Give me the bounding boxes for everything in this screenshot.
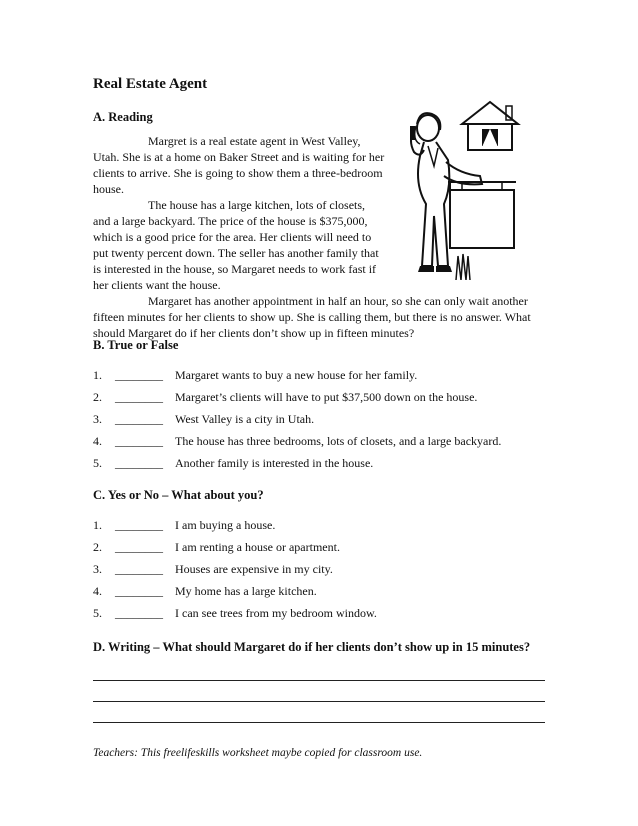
writing-line[interactable]: [93, 701, 545, 702]
item-statement: My home has a large kitchen.: [175, 584, 317, 598]
item-statement: Another family is interested in the house.: [175, 456, 374, 470]
item-number: 3.: [93, 562, 102, 576]
item-statement: I am buying a house.: [175, 518, 276, 532]
writing-line[interactable]: [93, 680, 545, 681]
reading-paragraph-3: Margaret has another appointment in half an hour, so she can only wait another fifteen minutes for her clients to show up. She is calling them, but there is no answer. What should Margaret do if her clients don’t show up in fifteen minutes?: [93, 294, 531, 340]
answer-blank[interactable]: ________: [115, 456, 163, 470]
item-number: 3.: [93, 412, 102, 426]
item-statement: The house has three bedrooms, lots of closets, and a large backyard.: [175, 434, 502, 448]
page-title: Real Estate Agent: [93, 76, 208, 92]
section-c-heading: C. Yes or No – What about you?: [93, 488, 264, 502]
item-number: 1.: [93, 518, 102, 532]
answer-blank[interactable]: ________: [115, 412, 163, 426]
item-statement: Margaret wants to buy a new house for her family.: [175, 368, 418, 382]
item-statement: I can see trees from my bedroom window.: [175, 606, 377, 620]
answer-blank[interactable]: ________: [115, 562, 163, 576]
item-statement: I am renting a house or apartment.: [175, 540, 340, 554]
answer-blank[interactable]: ________: [115, 584, 163, 598]
item-number: 4.: [93, 434, 102, 448]
reading-paragraph-2: The house has a large kitchen, lots of closets, and a large backyard. The price of the house is $375,000, which is a good price for the area. Her clients will need to put twenty percent down. The seller has another family that is interested in the house, so Margaret needs to work fast if her clients want the house.: [93, 198, 379, 292]
reading-passage: [93, 133, 553, 341]
item-statement: Margaret’s clients will have to put $37,500 down on the house.: [175, 390, 478, 404]
answer-blank[interactable]: ________: [115, 518, 163, 532]
section-d-heading: D. Writing – What should Margaret do if her clients don’t show up in 15 minutes?: [93, 640, 531, 654]
item-number: 2.: [93, 540, 102, 554]
item-number: 2.: [93, 390, 102, 404]
answer-blank[interactable]: ________: [115, 606, 163, 620]
item-statement: West Valley is a city in Utah.: [175, 412, 315, 426]
answer-blank[interactable]: ________: [115, 368, 163, 382]
teacher-note: Teachers: This freelifeskills worksheet maybe copied for classroom use.: [93, 747, 423, 759]
item-number: 5.: [93, 606, 102, 620]
item-number: 5.: [93, 456, 102, 470]
item-number: 4.: [93, 584, 102, 598]
section-a-heading: A. Reading: [93, 110, 153, 124]
item-number: 1.: [93, 368, 102, 382]
section-b-heading: B. True or False: [93, 338, 179, 352]
writing-line[interactable]: [93, 722, 545, 723]
answer-blank[interactable]: ________: [115, 434, 163, 448]
answer-blank[interactable]: ________: [115, 390, 163, 404]
reading-paragraph-1: Margret is a real estate agent in West Valley, Utah. She is at a home on Baker Street and is waiting for her clients to arrive. She is going to show them a three-bedroom house.: [93, 134, 385, 196]
answer-blank[interactable]: ________: [115, 540, 163, 554]
item-statement: Houses are expensive in my city.: [175, 562, 333, 576]
